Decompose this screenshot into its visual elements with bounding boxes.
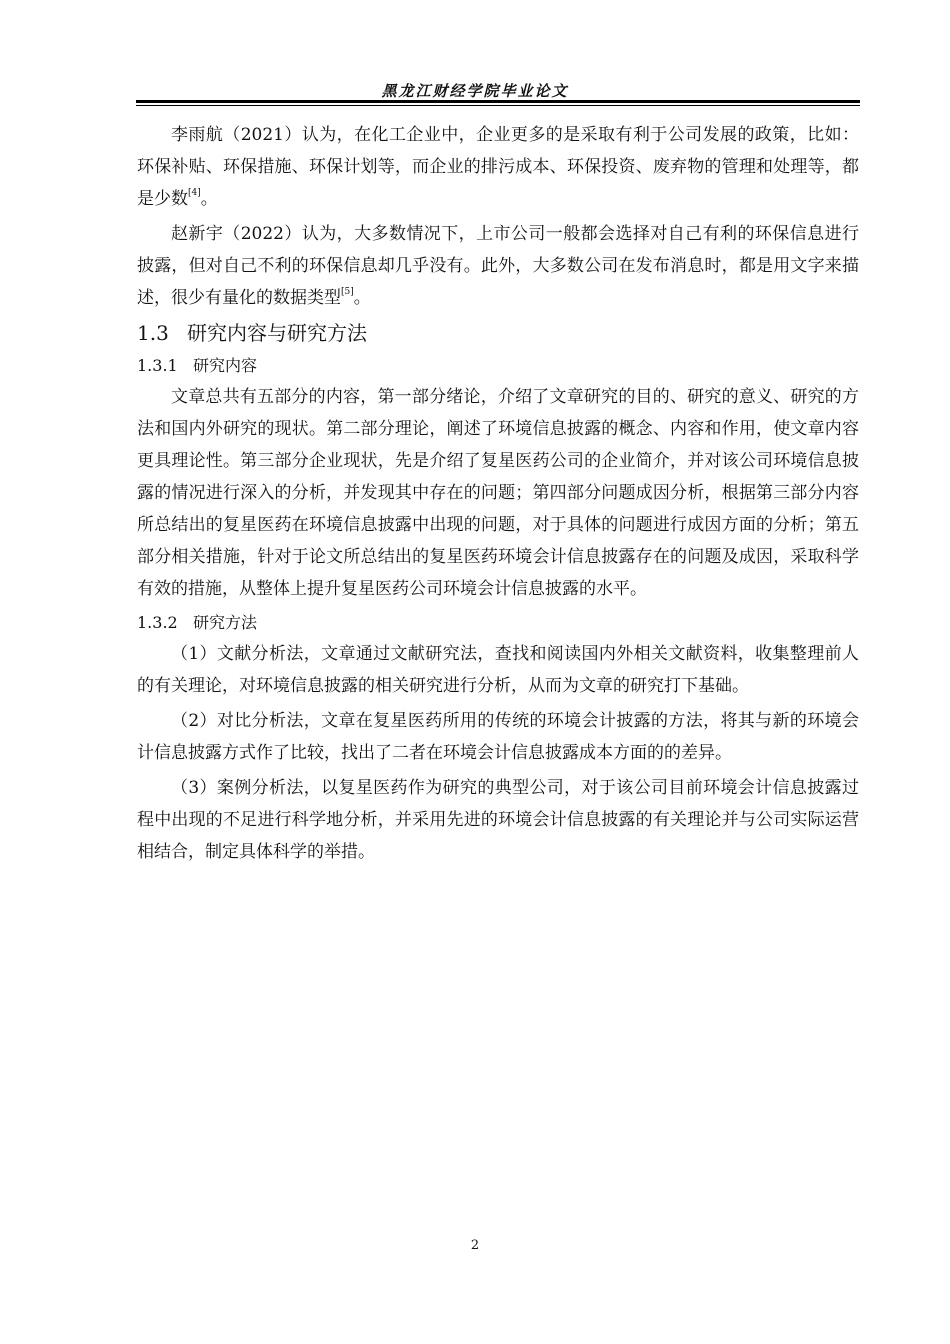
- subsection-title: 研究方法: [193, 613, 258, 632]
- paragraph-research-content: 文章总共有五部分的内容，第一部分绪论，介绍了文章研究的目的、研究的意义、研究的方法和国内外研究的现状。第二部分理论，阐述了环境信息披露的概念、内容和作用，使文章内容更具理论性。第三部分企业现状，先是介绍了复星医药公司的企业简介，并对该公司环境信息披露的情况进行深入的分析，并发现其中存在的问题；第四部分问题成因分析，根据第三部分内容所总结出的复星医药在环境信息披露中出现的问题，对于具体的问题进行成因方面的分析；第五部分相关措施，针对于论文所总结出的复星医药环境会计信息披露存在的问题及成因，采取科学有效的措施，从整体上提升复星医药公司环境会计信息披露的水平。: [137, 387, 859, 599]
- method-item-case-study: （3）案例分析法，以复星医药作为研究的典型公司，对于该公司目前环境会计信息披露过程中出现的不足进行科学地分析，并采用先进的环境会计信息披露的有关理论并与公司实际运营相结合，制定具体科学的举措。: [137, 778, 859, 862]
- paragraph-li-yuhang: [137, 119, 859, 215]
- subsection-number: 1.3.1: [137, 356, 178, 375]
- header-rule-thin: [136, 105, 860, 106]
- paragraph-text: 赵新宇（2022）认为，大多数情况下，上市公司一般都会选择对自己有利的环保信息进行披露，但对自己不利的环保信息却几乎没有。此外，大多数公司在发布消息时，都是用文字来描述，很少有量化的数据类型: [137, 224, 859, 308]
- subsection-number: 1.3.2: [137, 613, 178, 632]
- section-title: 研究内容与研究方法: [187, 321, 367, 345]
- method-item-literature: （1）文献分析法，文章通过文献研究法，查找和阅读国内外相关文献资料，收集整理前人的有关理论，对环境信息披露的相关研究进行分析，从而为文章的研究打下基础。: [137, 644, 859, 696]
- method-item-comparison: （2）对比分析法，文章在复星医药所用的传统的环境会计披露的方法，将其与新的环境会计信息披露方式作了比较，找出了二者在环境会计信息披露成本方面的的差异。: [137, 711, 859, 763]
- subsection-heading-content: [137, 351, 859, 381]
- section-heading: [137, 317, 859, 349]
- paragraph-tail: 。: [200, 189, 218, 209]
- paragraph-tail: 。: [353, 288, 371, 308]
- page-body: [137, 119, 859, 871]
- subsection-heading-methods: [137, 608, 859, 638]
- page-number: 2: [470, 1238, 480, 1253]
- paragraph-zhao-xinyu: [137, 218, 859, 314]
- subsection-title: 研究内容: [193, 356, 258, 375]
- citation-ref: [4]: [188, 188, 201, 198]
- section-number: 1.3: [137, 321, 169, 345]
- citation-ref: [5]: [341, 287, 354, 297]
- paragraph-text: 李雨航（2021）认为，在化工企业中，企业更多的是采取有利于公司发展的政策，比如：环保补贴、环保措施、环保计划等，而企业的排污成本、环保投资、废弃物的管理和处理等，都是少数: [137, 125, 859, 209]
- header-rule-thick: [136, 100, 860, 103]
- running-header: 黑龙江财经学院毕业论文: [381, 82, 569, 100]
